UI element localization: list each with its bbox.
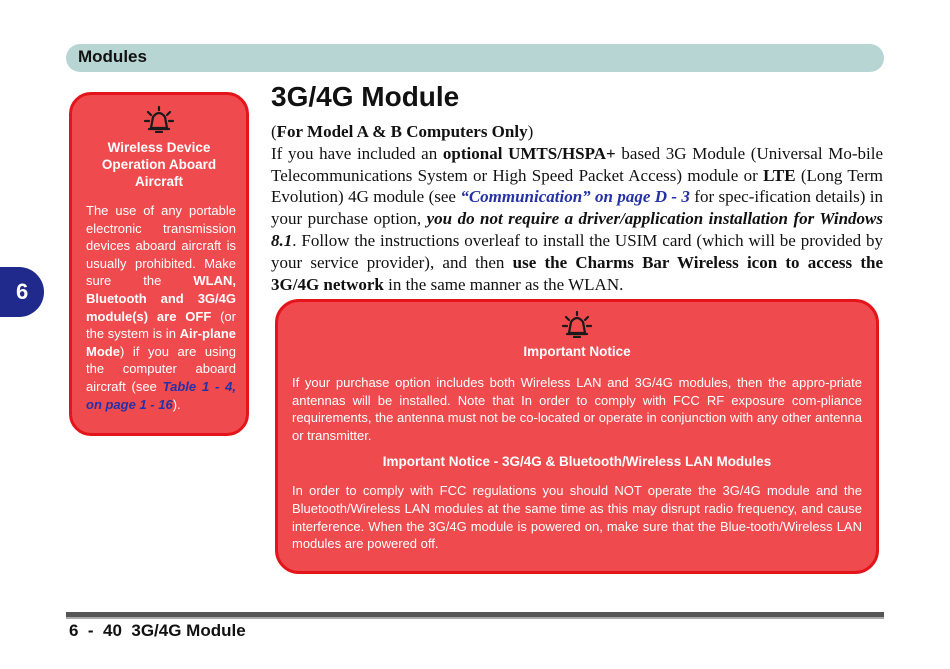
warning-icon: [142, 105, 176, 133]
chapter-number: 6: [16, 279, 29, 304]
important-notice-heading: Important Notice: [523, 344, 631, 359]
aircraft-warning-box: [69, 92, 249, 436]
body-text-part: for spec-ification details) in your purchase option,: [271, 187, 883, 229]
main-body-text: [271, 121, 883, 295]
page-title: 3G/4G Module: [271, 81, 460, 112]
body-text-part: (Long Term Evolution) 4G module (see: [271, 165, 883, 207]
model-note-paren: (: [271, 122, 277, 141]
antenna-notice-text: If your purchase option includes both Wireless LAN and 3G/4G modules, then the appro-priate antennas will be installed. Note that In order to comply with FCC RF exposure com-pliance requirements, the antenna must not be co-located or operate in conjunction with any other antenna or transmitter.: [292, 375, 862, 443]
important-notice-box: [275, 299, 879, 574]
body-text-part: . Follow the instructions overleaf to install the USIM card (which will be provided by your service provider), and then: [271, 230, 883, 272]
bluetooth-wlan-notice-text: In order to comply with FCC regulations you should NOT operate the 3G/4G module and the Bluetooth/Wireless LAN modules at the same time as this may disrupt radio frequency, and cause interference. When the 3G/4G module is powered on, make sure that the Blue-tooth/Wireless LAN modules are powered off.: [292, 483, 862, 552]
aircraft-warning-title: Wireless Device Operation Aboard Aircraft: [101, 140, 217, 189]
module-description: [271, 143, 883, 296]
body-bold-part: optional UMTS/HSPA+: [442, 143, 616, 163]
warning-icon: [560, 310, 594, 338]
body-text-part: If you have included an: [271, 143, 443, 163]
section-header-bar: [66, 44, 884, 72]
body-text-part: based 3G Module (Universal Mo-bile Telecommunications System or High Speed Packet Access) module or: [271, 143, 884, 185]
body-bold-italic-part: you do not require a driver/application installation for Windows 8.1: [271, 209, 883, 250]
warning-text-part: (or the system is in: [86, 308, 236, 342]
warning-text-part: ).: [172, 396, 181, 412]
aircraft-warning-text: [86, 202, 236, 413]
model-note-bold: For Model A & B Computers Only: [276, 122, 528, 141]
warning-text-part: The use of any portable electronic transmission devices aboard aircraft is usually prohibited. Make sure the: [86, 203, 236, 289]
model-note: [271, 121, 883, 143]
communication-cross-reference-link[interactable]: “Communication” on page D - 3: [460, 187, 690, 207]
footer-section-title: 3G/4G Module: [131, 621, 246, 640]
warning-text-part: ) if you are using the computer aboard aircraft (see: [86, 343, 236, 394]
body-text-part: in the same manner as the WLAN.: [383, 274, 624, 294]
page-footer: [69, 621, 246, 641]
section-header-title: Modules: [78, 47, 147, 66]
warning-bold-part: WLAN, Bluetooth and 3G/4G module(s) are OFF: [86, 273, 236, 324]
bluetooth-wlan-notice-heading: Important Notice - 3G/4G & Bluetooth/Wireless LAN Modules: [382, 454, 772, 470]
body-bold-part: use the Charms Bar Wireless icon to access the 3G/4G network: [271, 252, 883, 294]
table-cross-reference-link[interactable]: Table 1 - 4, on page 1 - 16: [86, 378, 236, 412]
footer-divider-shadow: [66, 617, 884, 619]
page-number: 6 - 40: [69, 621, 122, 640]
warning-bold-part: Air-plane Mode: [86, 326, 236, 359]
model-note-paren: ): [527, 122, 534, 141]
body-bold-part: LTE: [763, 165, 796, 185]
chapter-tab: [0, 267, 44, 317]
